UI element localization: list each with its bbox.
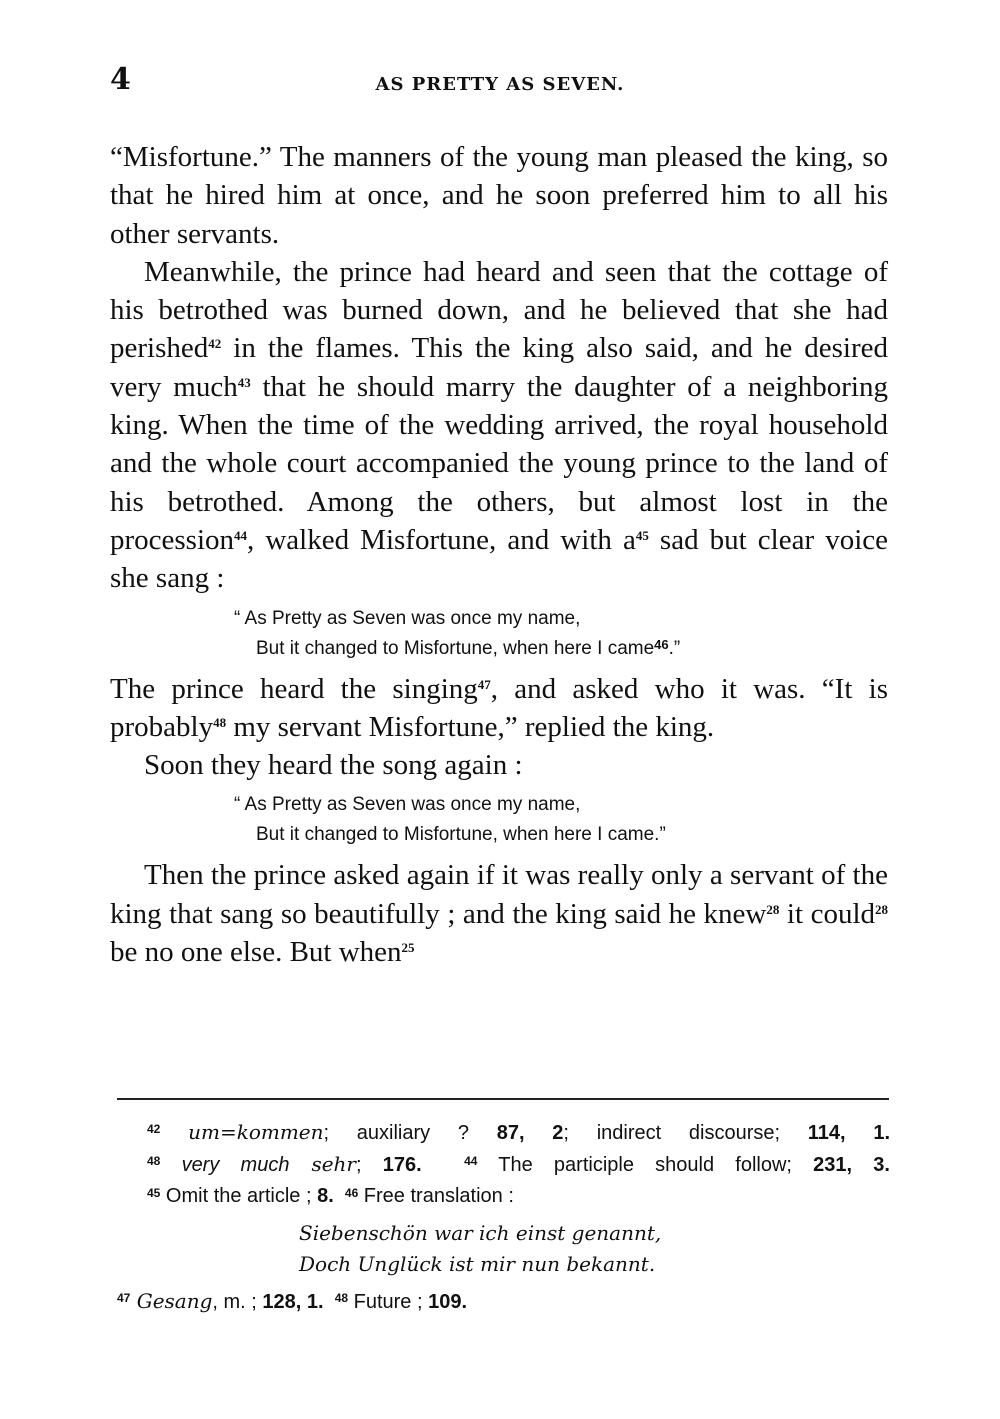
paragraph-3: The prince heard the singing$^{47}$, and asked who it was. “It is probably$^{48}$ my servant Misfortune,” replied the king.: [110, 672, 888, 743]
verse-1: [234, 604, 888, 664]
verse-1-line-2: But it changed to Misfortune, when here I came$^{46}$.”: [256, 636, 681, 659]
footnote-ref-28a: 28: [766, 901, 780, 917]
translation: [299, 1218, 890, 1280]
footnotes: [117, 1117, 890, 1318]
verse-2-line-2: But it changed to Misfortune, when here I came.”: [256, 824, 666, 846]
verse-2-line-1: “ As Pretty as Seven was once my name,: [234, 794, 581, 816]
translation-line-2: Doch Unglück ist mir nun bekannt.: [299, 1252, 656, 1276]
verse-1-line-1: “ As Pretty as Seven was once my name,: [234, 607, 581, 629]
translation-line-1: Siebenschön war ich einst genannt,: [299, 1221, 662, 1245]
verse-2: [234, 790, 888, 850]
paragraph-5: Then the prince asked again if it was really only a servant of the king that sang so beautifully ; and the king said he knew$^{28}$ it could$^{28}$ be no one else. But when$^{25}$: [110, 859, 888, 969]
page-header: [110, 62, 890, 102]
running-head: AS PRETTY AS SEVEN.: [375, 74, 625, 95]
footnote-ref-43: 43: [237, 374, 251, 390]
footnote-ref-46: 46: [654, 636, 669, 652]
body-text: [110, 138, 888, 971]
footnote-43-44: $^{48}$ very much sehr; 176. $^{44}$ The participle should follow; 231, 3.: [147, 1152, 890, 1176]
footnote-ref-25: 25: [401, 940, 415, 956]
footnote-ref-42: 42: [208, 336, 222, 352]
footnote-ref-48: 48: [213, 714, 227, 730]
footnote-45-46: $^{45}$ Omit the article ; 8. $^{46}$ Free translation :: [147, 1185, 514, 1207]
paragraph-2: Meanwhile, the prince had heard and seen that the cottage of his betrothed was burned down, and he believed that she had perished$^{42}$ in the flames. This the king also said, and he desired very much$^{43}$ that he should marry the daughter of a neighboring king. When the time of the wedding arrived, the royal household and the whole court accompanied the young prince to the land of his betrothed. Among the others, but almost lost in the procession$^{44}$, walked Misfortune, and with $a^{45}$ sad but clear voice she sang :: [110, 255, 888, 595]
footnote-42: $^{42}$ um=kommen; auxiliary ? 87, 2; indirect discourse; 114, 1.: [147, 1120, 891, 1144]
footnote-divider: [117, 1098, 889, 1100]
footnote-47-48: $^{47}$ Gesang, m. ; 128, 1. $^{48}$ Future ; 109.: [117, 1289, 468, 1313]
paragraph-1: “Misfortune.” The manners of the young man pleased the king, so that he hired him at once, and he soon preferred him to all his other servants.: [110, 141, 888, 250]
paragraph-4: Soon they heard the song again :: [144, 749, 523, 782]
footnote-ref-44: 44: [234, 527, 248, 543]
footnote-ref-47: 47: [477, 676, 491, 692]
page-number: 4: [110, 62, 131, 97]
footnote-ref-28b: 28: [875, 901, 888, 917]
footnote-ref-45: 45: [635, 527, 649, 543]
